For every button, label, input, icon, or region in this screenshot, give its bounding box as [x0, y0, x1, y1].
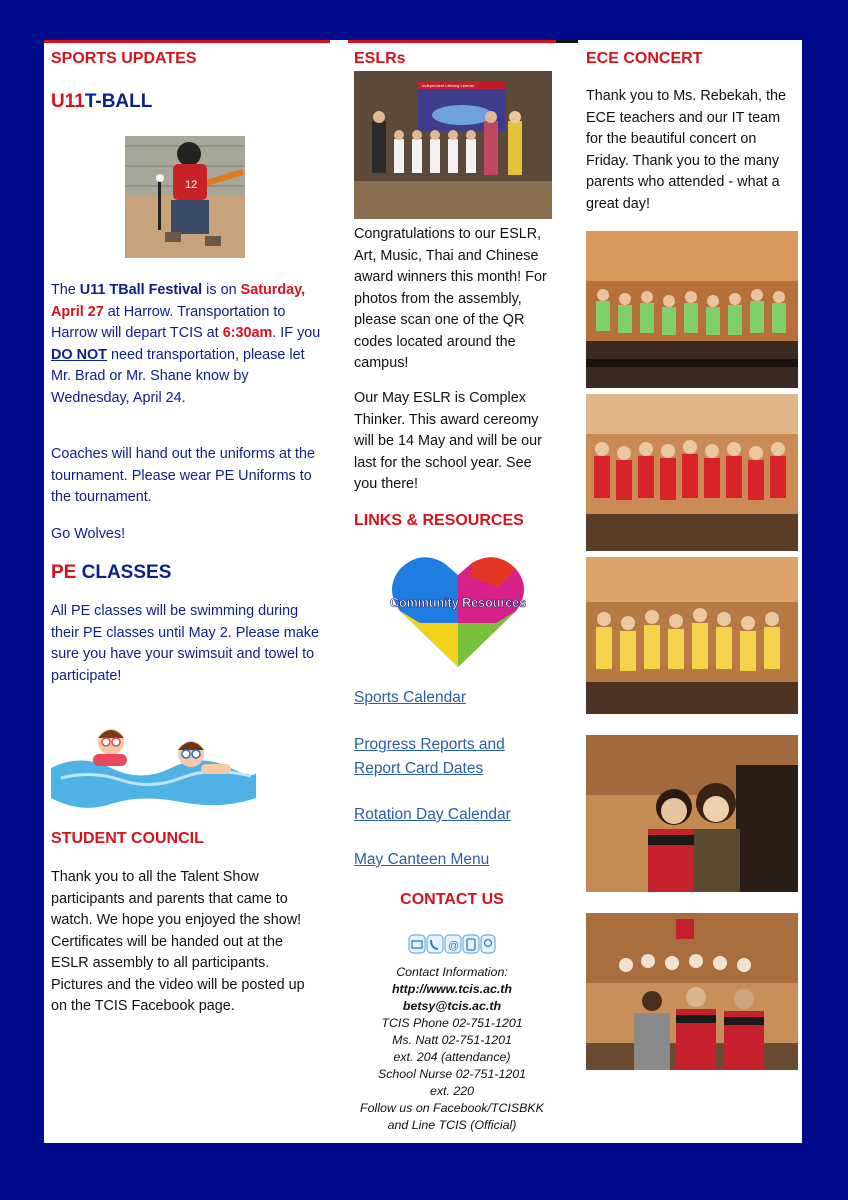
- go-wolves-text: Go Wolves!: [51, 526, 126, 542]
- contact-line: Contact Information:: [396, 965, 508, 979]
- swimming-kids-illustration: [51, 718, 256, 810]
- contact-line: ext. 204 (attendance): [393, 1050, 511, 1064]
- contact-line: ext. 220: [429, 1084, 475, 1098]
- contact-line: School Nurse 02-751-1201: [377, 1067, 527, 1081]
- contact-line: Ms. Natt 02-751-1201: [392, 1033, 512, 1047]
- community-resources-heart[interactable]: [390, 553, 526, 669]
- eslr-may-text: Our May ESLR is Complex Thinker. This award cereomy will be 14 May and will be our last for the school year. See you there!: [354, 390, 542, 492]
- tball-festival-text: The U11 TBall Festival is on Saturday, April 27 at Harrow. Transportation to Harrow will depart TCIS at 6:30am. IF you DO NOT need transportation, please let Mr. Brad or Mr. Shane know by Wednesday, April 24.: [51, 282, 321, 406]
- contact-line: TCIS Phone 02-751-1201: [381, 1016, 523, 1030]
- at-icon: @: [448, 940, 460, 952]
- concert-photo-3: [586, 557, 798, 714]
- concert-photo-1: [586, 231, 798, 388]
- student-council-text: Thank you to all the Talent Show participants and parents that came to watch. We hope you enjoyed the show! Certificates will be handed out at the ESLR assembly to all participants. Pictures and the video will be posted up on the TCIS Facebook page.: [51, 869, 305, 1014]
- top-rule-3: [556, 40, 578, 43]
- eslrs-heading: ESLRs: [354, 50, 406, 67]
- heart-label: Community Resources: [390, 596, 526, 610]
- staff-photo: [586, 913, 798, 1070]
- contact-icons: [407, 932, 497, 956]
- contact-us-heading: CONTACT US: [400, 891, 504, 908]
- concert-photo-2: [586, 394, 798, 551]
- link-canteen-menu[interactable]: May Canteen Menu: [354, 851, 490, 868]
- tball-photo: [125, 136, 245, 258]
- contact-line: and Line TCIS (Official): [387, 1118, 517, 1132]
- links-resources-heading: LINKS & RESOURCES: [354, 512, 524, 529]
- contact-info: [346, 964, 558, 1134]
- pe-classes-text: All PE classes will be swimming during their PE classes until May 2. Please make sure you have your swimsuit and towel to participate!: [51, 603, 319, 684]
- ece-concert-heading: ECE CONCERT: [586, 50, 703, 67]
- eslr-screen-text: Independent Lifelong Learner: [422, 83, 475, 88]
- sports-updates-heading: SPORTS UPDATES: [51, 50, 197, 67]
- student-council-heading: STUDENT COUNCIL: [51, 830, 204, 847]
- svg-text:12: 12: [185, 179, 198, 191]
- teachers-photo: [586, 735, 798, 892]
- contact-website[interactable]: http://www.tcis.ac.th: [391, 982, 512, 996]
- top-rule-1: [44, 40, 330, 43]
- eslr-assembly-photo: [354, 71, 552, 219]
- pe-classes-heading: PE CLASSES: [51, 562, 172, 583]
- top-rule-2: [348, 40, 556, 43]
- eslr-congrats-text: Congratulations to our ESLR, Art, Music, Thai and Chinese award winners this month! For photos from the assembly, please scan one of the QR codes located around the campus!: [354, 226, 547, 371]
- link-sports-calendar[interactable]: Sports Calendar: [354, 689, 467, 706]
- tball-heading: U11T-BALL: [51, 91, 153, 112]
- coaches-text: Coaches will hand out the uniforms at the tournament. Please wear PE Uniforms to the tournament.: [51, 446, 315, 505]
- link-rotation-day-calendar[interactable]: Rotation Day Calendar: [354, 806, 511, 823]
- link-progress-reports[interactable]: Progress Reports and Report Card Dates: [354, 736, 505, 777]
- newsletter-page: [44, 40, 802, 1143]
- ece-concert-text: Thank you to Ms. Rebekah, the ECE teachers and our IT team for the beautiful concert on Friday. Thank you to the many parents who attended - what a great day!: [586, 88, 786, 212]
- contact-line: Follow us on Facebook/TCISBKK: [360, 1101, 544, 1115]
- contact-email[interactable]: betsy@tcis.ac.th: [402, 999, 502, 1013]
